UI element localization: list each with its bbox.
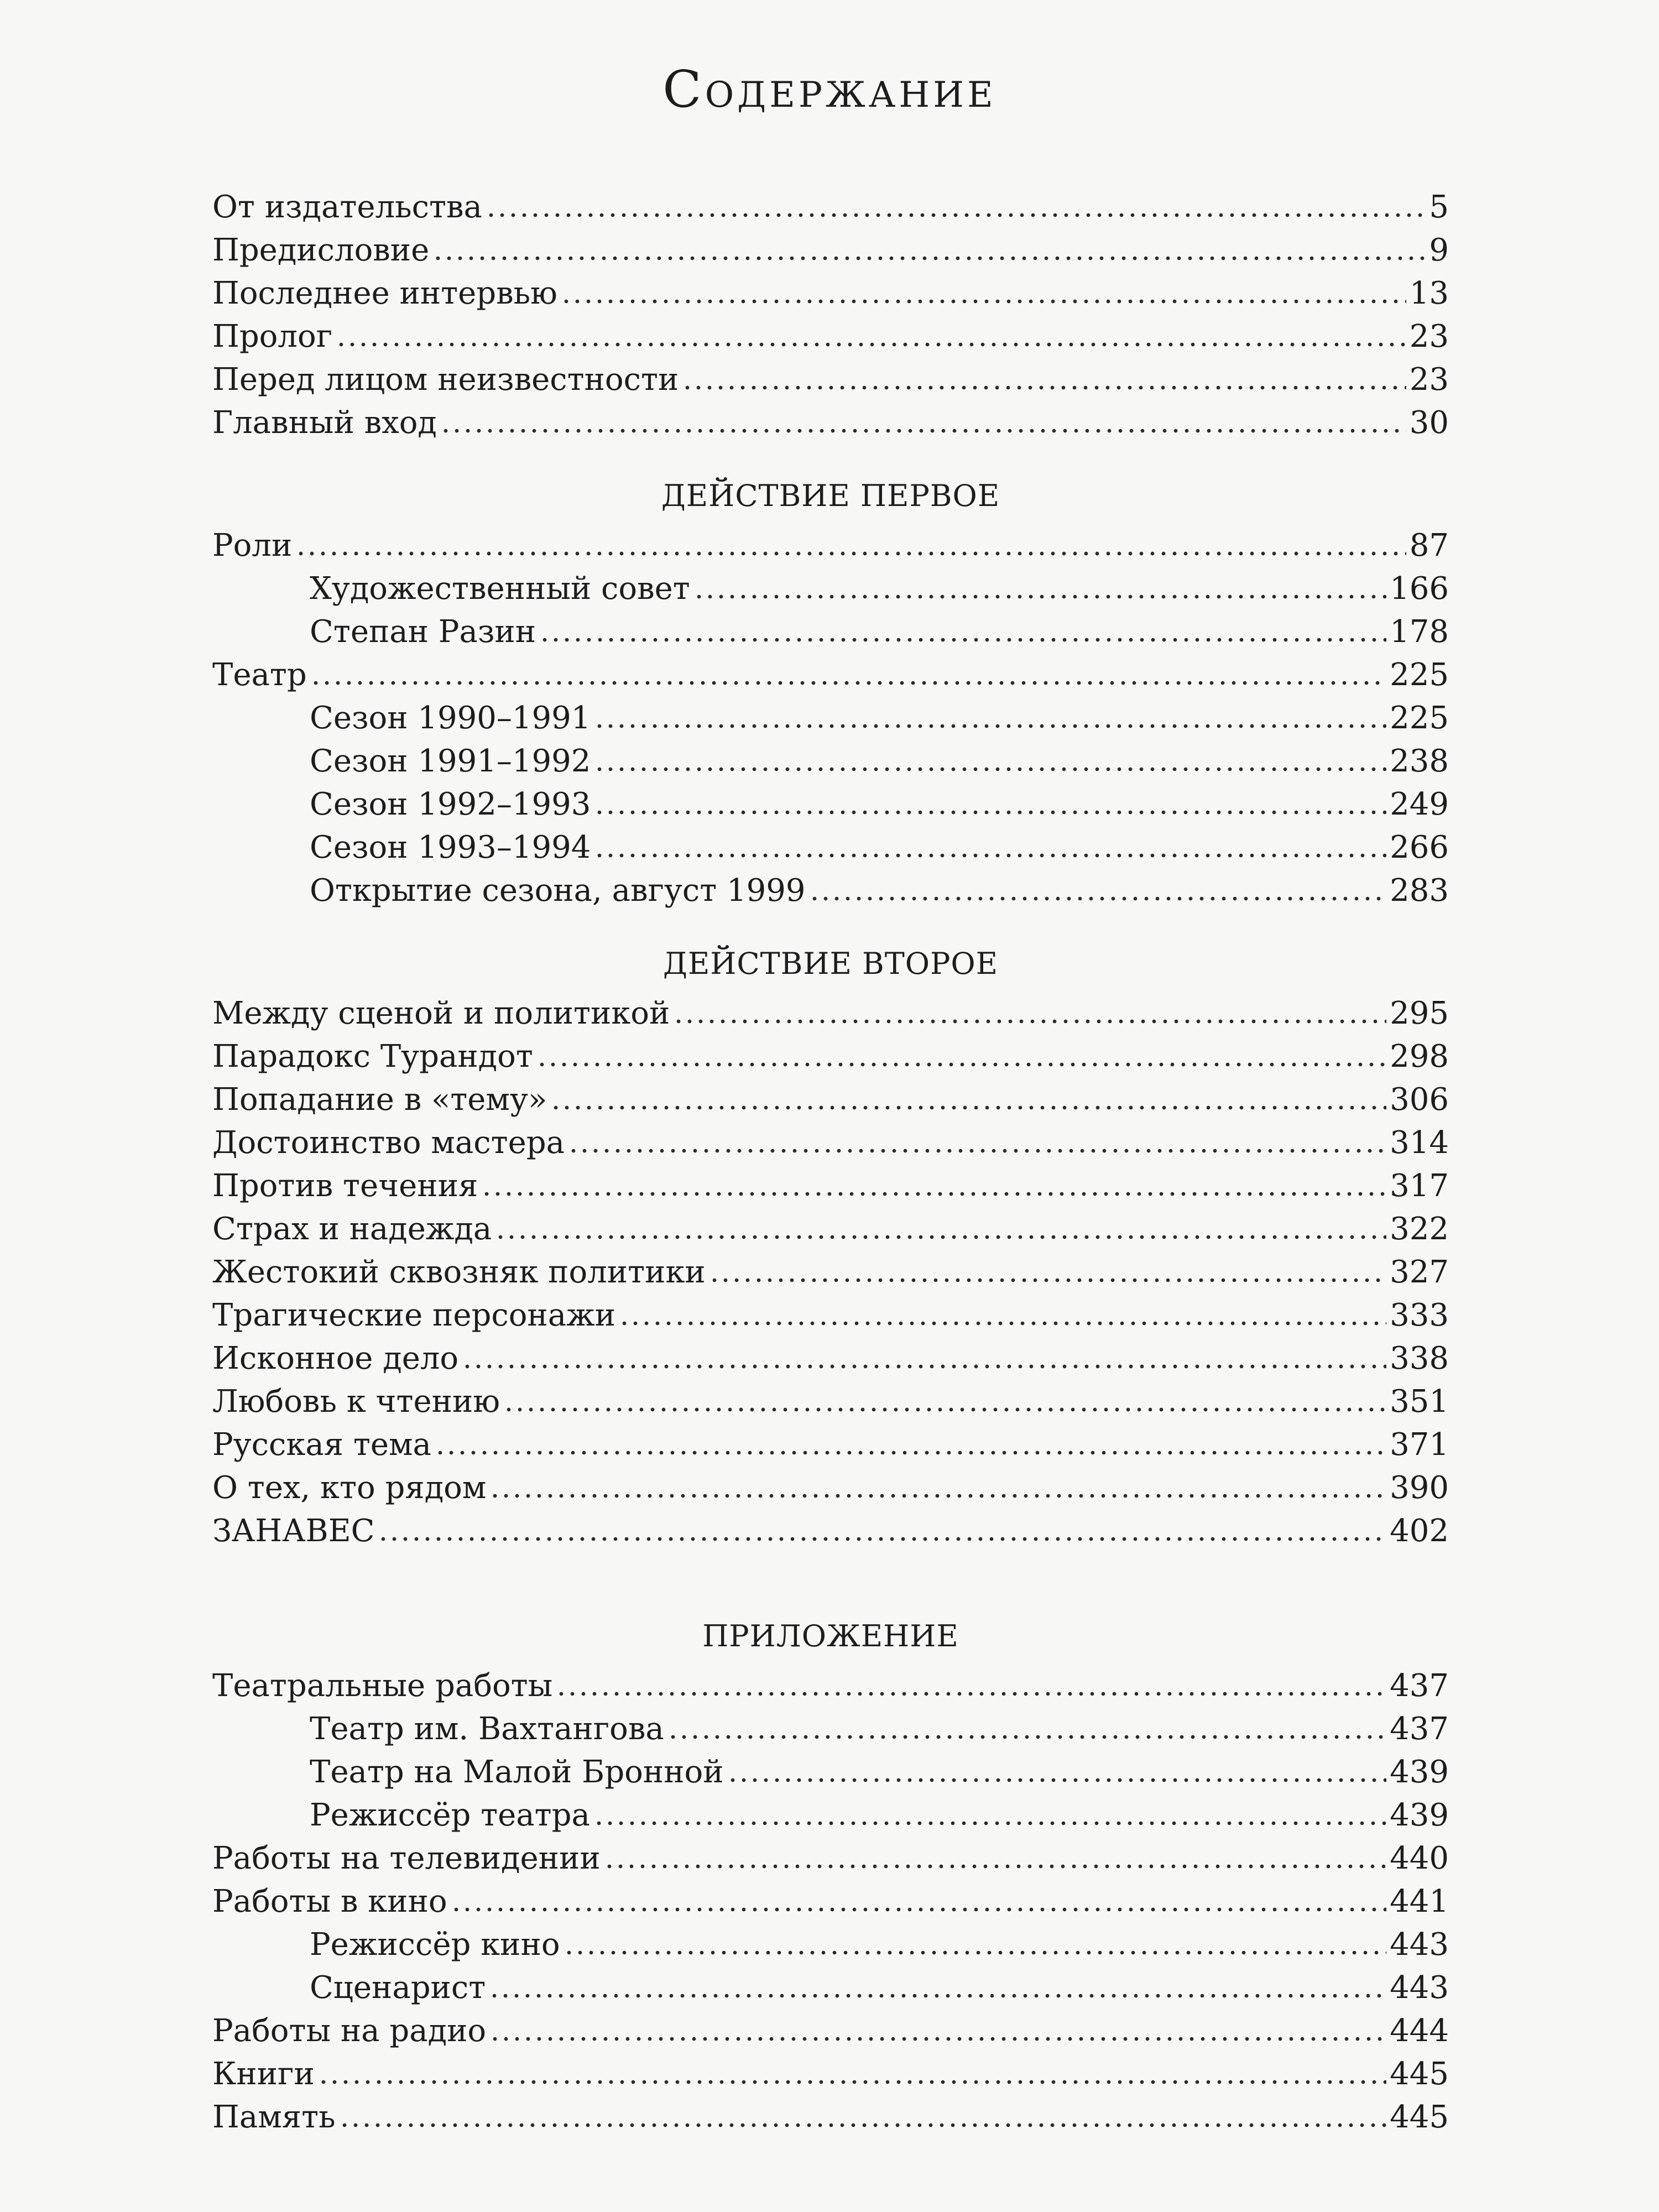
toc-entry-label: Сезон 1990–1991: [310, 700, 591, 736]
toc-entry: [212, 650, 1449, 693]
toc-entry-page: 238: [1390, 743, 1449, 779]
toc-entry-page: 298: [1390, 1039, 1449, 1074]
toc-entry: [212, 1032, 1449, 1075]
toc-entry-label: Парадокс Турандот: [212, 1039, 533, 1074]
toc-entry-label: Трагические персонажи: [212, 1297, 615, 1333]
toc-entry-page: 23: [1409, 362, 1449, 398]
toc-entry-label: Роли: [212, 528, 293, 564]
dot-leader: [451, 1907, 1387, 1912]
toc-entry-page: 13: [1409, 275, 1449, 311]
toc-entry: [212, 2006, 1449, 2049]
toc-entry-label: Степан Разин: [310, 614, 536, 650]
toc-entry-page: 225: [1390, 700, 1449, 736]
toc-subentry: [212, 737, 1449, 780]
toc-entry-label: Последнее интервью: [212, 275, 557, 311]
toc-entry: [212, 1834, 1449, 1877]
toc-entry-label: Театр им. Вахтангова: [310, 1711, 664, 1747]
section-heading-act-one: ДЕЙСТВИЕ ПЕРВОЕ: [661, 478, 1000, 513]
dot-leader: [727, 1777, 1387, 1783]
section-heading-act-two: ДЕЙСТВИЕ ВТОРОЕ: [662, 946, 999, 981]
toc-subentry: [212, 607, 1449, 650]
toc-entry-page: 23: [1409, 319, 1449, 354]
toc-entry: [212, 1377, 1449, 1420]
toc-entry-page: 327: [1390, 1254, 1449, 1290]
toc-entry: [212, 312, 1449, 355]
toc-entry-label: Перед лицом неизвестности: [212, 362, 679, 398]
dot-leader: [432, 255, 1426, 261]
toc-entry: [212, 398, 1449, 441]
toc-entry-page: 437: [1390, 1668, 1449, 1704]
dot-leader: [536, 1062, 1386, 1067]
page-title: Содержание: [662, 60, 997, 119]
toc-entry: [212, 1075, 1449, 1118]
toc-subentry: [212, 693, 1449, 737]
toc-entry-label: Попадание в «тему»: [212, 1082, 547, 1118]
dot-leader: [561, 299, 1406, 304]
toc-subentry: [212, 866, 1449, 909]
toc-entry: [212, 1334, 1449, 1377]
dot-leader: [440, 428, 1406, 434]
dot-leader: [709, 1277, 1386, 1283]
toc-entry-label: Сезон 1993–1994: [310, 830, 591, 865]
toc-entry-label: Сценарист: [310, 1970, 486, 2006]
toc-entry-page: 314: [1390, 1125, 1449, 1161]
toc-entry-page: 322: [1390, 1211, 1449, 1247]
dot-leader: [489, 1993, 1386, 1999]
toc-entry-label: Театральные работы: [212, 1668, 553, 1704]
dot-leader: [568, 1148, 1386, 1154]
toc-entry: [212, 1463, 1449, 1506]
dot-leader: [503, 1407, 1386, 1412]
toc-entry-label: Память: [212, 2099, 336, 2135]
dot-leader: [693, 594, 1386, 599]
dot-leader: [462, 1364, 1386, 1369]
dot-leader: [495, 1234, 1386, 1240]
toc-entry-page: 371: [1390, 1427, 1449, 1463]
toc-entry-page: 445: [1390, 2099, 1449, 2135]
toc-entry-page: 166: [1390, 571, 1449, 607]
toc-entry-page: 9: [1429, 232, 1449, 268]
toc-entry: [212, 1661, 1449, 1704]
toc-entry-label: Театр: [212, 657, 307, 693]
dot-leader: [594, 766, 1386, 772]
toc-entry-label: Книги: [212, 2056, 315, 2092]
toc-subentry: [212, 1747, 1449, 1791]
toc-entry-page: 283: [1390, 873, 1449, 909]
dot-leader: [594, 810, 1386, 815]
toc-entry-label: Исконное дело: [212, 1340, 459, 1376]
toc-entry-label: От издательства: [212, 189, 482, 225]
toc-entry: [212, 521, 1449, 564]
toc-entry-page: 5: [1429, 189, 1449, 225]
toc-entry-page: 439: [1390, 1797, 1449, 1833]
toc-entry-label: Работы на радио: [212, 2013, 487, 2049]
toc-entry-label: Открытие сезона, август 1999: [310, 873, 806, 909]
toc-subentry: [212, 564, 1449, 607]
toc-entry-page: 440: [1390, 1840, 1449, 1876]
dot-leader: [481, 1191, 1386, 1197]
dot-leader: [667, 1734, 1386, 1740]
toc-subentry: [212, 780, 1449, 823]
toc-entry-label: Против течения: [212, 1168, 478, 1204]
toc-entry-page: 266: [1390, 830, 1449, 865]
toc-entry: [212, 1877, 1449, 1920]
toc-entry: [212, 2093, 1449, 2136]
toc-entry: [212, 1248, 1449, 1291]
dot-leader: [489, 2036, 1386, 2042]
toc-entry-page: 338: [1390, 1340, 1449, 1376]
toc-entry-label: Работы на телевидении: [212, 1840, 601, 1876]
toc-entry-label: Страх и надежда: [212, 1211, 492, 1247]
toc-entry: [212, 989, 1449, 1032]
dot-leader: [809, 896, 1387, 901]
toc-entry-page: 439: [1390, 1754, 1449, 1790]
dot-leader: [318, 2079, 1386, 2085]
dot-leader: [310, 680, 1386, 686]
toc-entry-page: 445: [1390, 2056, 1449, 2092]
table-of-contents: [212, 182, 1449, 2136]
toc-entry-page: 249: [1390, 786, 1449, 822]
toc-entry-page: 295: [1390, 995, 1449, 1031]
toc-entry-page: 178: [1390, 614, 1449, 650]
toc-entry-label: О тех, кто рядом: [212, 1470, 487, 1506]
toc-entry: [212, 1118, 1449, 1161]
toc-subentry: [212, 1704, 1449, 1747]
toc-entry-page: 443: [1390, 1927, 1449, 1963]
toc-entry-label: Главный вход: [212, 405, 437, 441]
toc-entry: [212, 1161, 1449, 1204]
toc-entry-label: Жестокий сквозняк политики: [212, 1254, 706, 1290]
dot-leader: [556, 1691, 1386, 1697]
dot-leader: [594, 723, 1386, 729]
toc-entry-label: Сезон 1991–1992: [310, 743, 591, 779]
toc-entry-label: Работы в кино: [212, 1884, 447, 1919]
dot-leader: [295, 551, 1406, 556]
dot-leader: [564, 1950, 1387, 1955]
section-heading-appendix: ПРИЛОЖЕНИЕ: [702, 1619, 959, 1653]
toc-entry-label: Между сценой и политикой: [212, 995, 670, 1031]
toc-entry-page: 30: [1409, 405, 1449, 441]
dot-leader: [619, 1321, 1386, 1326]
dot-leader: [339, 2122, 1387, 2128]
toc-entry-label: Пролог: [212, 319, 333, 354]
toc-entry-page: 306: [1390, 1082, 1449, 1118]
toc-entry: [212, 355, 1449, 398]
dot-leader: [682, 385, 1406, 390]
toc-entry-label: Достоинство мастера: [212, 1125, 565, 1161]
toc-entry: [212, 269, 1449, 312]
toc-entry: [212, 182, 1449, 226]
toc-entry-label: Любовь к чтению: [212, 1384, 500, 1420]
dot-leader: [539, 637, 1386, 643]
toc-entry-page: 317: [1390, 1168, 1449, 1204]
toc-entry-label: Режиссёр кино: [310, 1927, 560, 1963]
dot-leader: [550, 1105, 1386, 1110]
toc-entry: [212, 1420, 1449, 1463]
toc-entry-page: 437: [1390, 1711, 1449, 1747]
dot-leader: [594, 853, 1386, 858]
dot-leader: [593, 1820, 1386, 1826]
toc-subentry: [212, 823, 1449, 866]
dot-leader: [378, 1536, 1386, 1542]
dot-leader: [336, 342, 1406, 347]
toc-entry-page: 87: [1409, 528, 1449, 564]
toc-subentry: [212, 1920, 1449, 1963]
dot-leader: [604, 1864, 1386, 1869]
toc-subentry: [212, 1791, 1449, 1834]
toc-entry-page: 390: [1390, 1470, 1449, 1506]
dot-leader: [435, 1450, 1386, 1455]
toc-entry-page: 444: [1390, 2013, 1449, 2049]
toc-entry-page: 441: [1390, 1884, 1449, 1919]
toc-subentry: [212, 1963, 1449, 2006]
toc-entry-label: Художественный совет: [310, 571, 690, 607]
toc-entry-label: Режиссёр театра: [310, 1797, 590, 1833]
toc-entry-page: 225: [1390, 657, 1449, 693]
dot-leader: [489, 1493, 1386, 1499]
toc-entry-page: 402: [1390, 1513, 1449, 1549]
toc-entry-label: Театр на Малой Бронной: [310, 1754, 724, 1790]
toc-entry: [212, 2049, 1449, 2093]
dot-leader: [486, 212, 1426, 218]
toc-entry: [212, 1204, 1449, 1248]
toc-entry: [212, 226, 1449, 269]
toc-entry-label: ЗАНАВЕС: [212, 1513, 375, 1549]
toc-entry-page: 443: [1390, 1970, 1449, 2006]
toc-entry-page: 333: [1390, 1297, 1449, 1333]
toc-entry-page: 351: [1390, 1384, 1449, 1420]
toc-entry-label: Русская тема: [212, 1427, 431, 1463]
toc-entry: [212, 1506, 1449, 1550]
toc-entry-label: Предисловие: [212, 232, 430, 268]
dot-leader: [673, 1019, 1386, 1024]
toc-entry-label: Сезон 1992–1993: [310, 786, 591, 822]
toc-entry: [212, 1291, 1449, 1334]
